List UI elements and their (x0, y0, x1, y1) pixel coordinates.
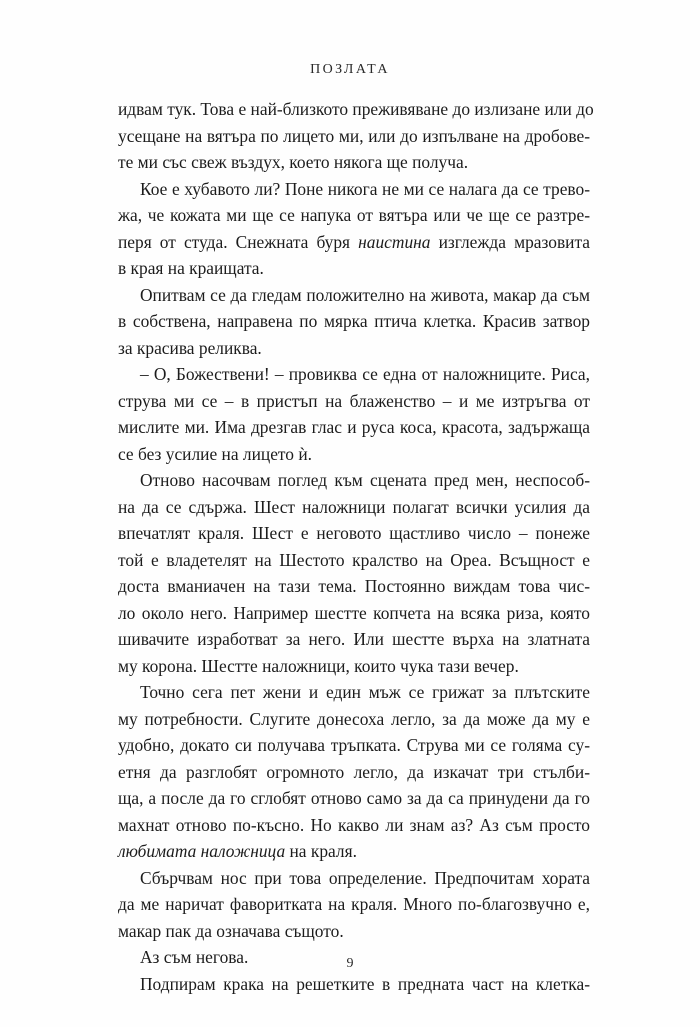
italic-text: наистина (358, 231, 431, 252)
text-line: той е владетелят на Шестото кралство на Ореа. Всъщност е (118, 549, 590, 570)
text-line: Точно сега пет жени и един мъж се грижат за плътските (140, 682, 590, 702)
text-line: идвам тук. Това е най-близкото преживяване до излизане или до (118, 99, 594, 119)
text-line: усещане на вятъра по лицето ми, или до изпълване на дробове- (118, 125, 590, 146)
text-line: – О, Божествени! – провиква се една от наложниците. Риса, (140, 364, 590, 384)
text-line: в собствена, направена по мярка птича клетка. Красив затвор (118, 311, 590, 331)
text-line: Подпирам крака на решетките в предната част на клетка- (140, 973, 590, 994)
text-line: струва ми се – в пристъп на блаженство – и ме изтръгва от (118, 390, 590, 411)
running-head: ПОЗЛАТА (310, 62, 390, 77)
text-line: перя от студа. Снежната буря наистина изглежда мразовита (118, 231, 590, 252)
text-line: макар пак да означава същото. (118, 920, 344, 941)
body-text (118, 96, 594, 997)
text-line: впечатлят краля. Шест е неговото щастливо число – понеже (118, 523, 590, 543)
page-number: 9 (346, 956, 354, 971)
text-line: му корона. Шестте наложници, които чука тази вечер. (118, 655, 519, 676)
text-line: Кое е хубавото ли? Поне никога не ми се налага да се трево- (140, 178, 590, 199)
text-line: шивачите изработват за него. Или шестте върха на златната (118, 629, 590, 649)
text-line: Опитвам се да гледам положително на живота, макар да съм (140, 284, 590, 305)
text-line: се без усилие на лицето ѝ. (118, 443, 312, 464)
text-line: любимата наложница на краля. (118, 841, 357, 861)
text-line: доста вманиачен на тази тема. Постоянно виждам това чис- (118, 576, 590, 596)
text-line: удобно, докато си получава тръпката. Струва ми се голяма су- (118, 735, 590, 755)
text-line: мислите ми. Има дрезгав глас и руса коса, красота, задържаща (118, 417, 590, 437)
text-line: да ме наричат фаворитката на краля. Много по-благозвучно е, (118, 894, 590, 914)
text-line: жа, че кожата ми ще се напука от вятъра или че ще се разтре- (118, 205, 590, 225)
text-line: за красива реликва. (118, 337, 262, 358)
text-line: ло около него. Например шестте копчета на всяка риза, която (118, 602, 590, 623)
text-line: на да се сдържа. Шест наложници полагат всички усилия да (118, 496, 590, 517)
text-line: етня да разглобят огромното легло, да изкачат три стълби- (118, 761, 590, 782)
text-line: Аз съм негова. (140, 947, 249, 967)
text-line: ща, а после да го сглобят отново само за да са принудени да го (118, 788, 590, 808)
text-line: те ми със свеж въздух, което някога ще получа. (118, 152, 469, 172)
text-line: Сбърчвам нос при това определение. Предпочитам хората (140, 867, 590, 888)
text-line: махнат отново по-късно. Но какво ли знам аз? Аз съм просто (118, 814, 590, 835)
text-line: му потребности. Слугите донесоха легло, за да може да му е (118, 708, 590, 729)
italic-text: любимата наложница (118, 841, 286, 861)
text-line: Отново насочвам поглед към сцената пред мен, неспособ- (140, 470, 590, 490)
text-line: в края на краищата. (118, 258, 264, 278)
